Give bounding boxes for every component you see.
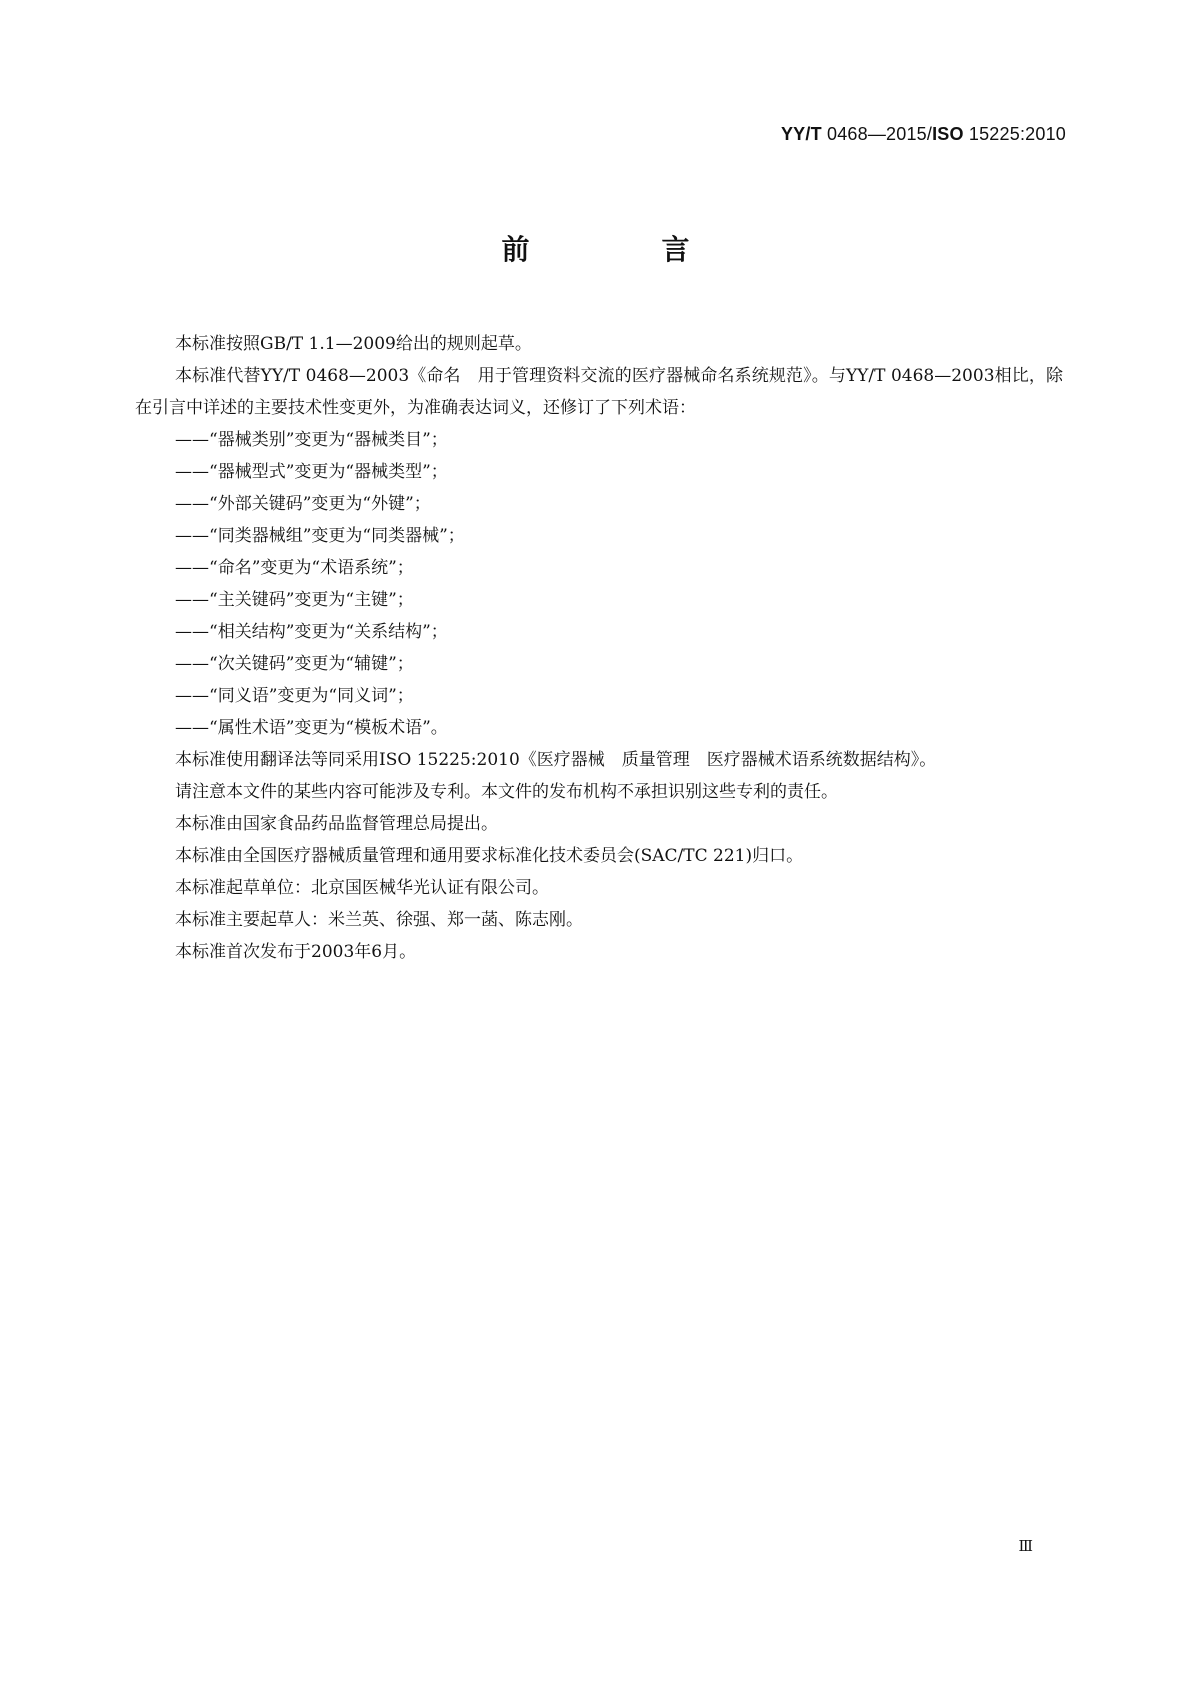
list-item: ——“外部关键码”变更为“外键”； <box>175 494 431 514</box>
list-item: ——“主关键码”变更为“主键”； <box>175 590 414 610</box>
paragraph-first-release: 本标准首次发布于2003年6月。 <box>175 942 417 962</box>
list-item: ——“器械类别”变更为“器械类目”； <box>175 430 448 450</box>
page-number: Ⅲ <box>1018 1537 1033 1555</box>
list-item: ——“器械型式”变更为“器械类型”； <box>175 462 448 482</box>
list-item: ——“次关键码”变更为“辅键”； <box>175 654 414 674</box>
paragraph-patent-notice: 请注意本文件的某些内容可能涉及专利。本文件的发布机构不承担识别这些专利的责任。 <box>175 782 838 802</box>
page-title: 前 言 <box>501 233 742 266</box>
paragraph-adoption: 本标准使用翻译法等同采用ISO 15225:2010《医疗器械 质量管理 医疗器械术语系统数据结构》。 <box>175 750 937 770</box>
header-code-number: 0468—2015/ <box>821 124 933 144</box>
header-code-prefix: YY/T <box>780 124 822 144</box>
list-item: ——“相关结构”变更为“关系结构”； <box>175 622 448 642</box>
term-change-list <box>135 424 1063 744</box>
paragraph-drafting-rules: 本标准按照GB/T 1.1—2009给出的规则起草。 <box>175 334 532 354</box>
paragraph-proposer: 本标准由国家食品药品监督管理总局提出。 <box>175 814 498 834</box>
list-item: ——“命名”变更为“术语系统”； <box>175 558 414 578</box>
header-code-iso-number: 15225:2010 <box>963 124 1066 144</box>
header-code-iso: ISO <box>932 124 964 144</box>
list-item: ——“属性术语”变更为“模板术语”。 <box>175 718 448 738</box>
list-item: ——“同义语”变更为“同义词”； <box>175 686 414 706</box>
paragraph-replacement: 本标准代替YY/T 0468—2003《命名 用于管理资料交流的医疗器械命名系统规范》。与YY/T 0468—2003相比，除在引言中详述的主要技术性变更外，为准确表达词义，还修订了下列术语： <box>135 366 1063 418</box>
paragraph-committee: 本标准由全国医疗器械质量管理和通用要求标准化技术委员会(SAC/TC 221)归口。 <box>175 846 804 866</box>
paragraph-drafting-unit: 本标准起草单位：北京国医械华光认证有限公司。 <box>175 878 549 898</box>
paragraph-drafters: 本标准主要起草人：米兰英、徐强、郑一菡、陈志刚。 <box>175 910 583 930</box>
list-item: ——“同类器械组”变更为“同类器械”； <box>175 526 465 546</box>
document-code-header <box>781 124 1066 145</box>
foreword-body <box>135 328 1063 968</box>
